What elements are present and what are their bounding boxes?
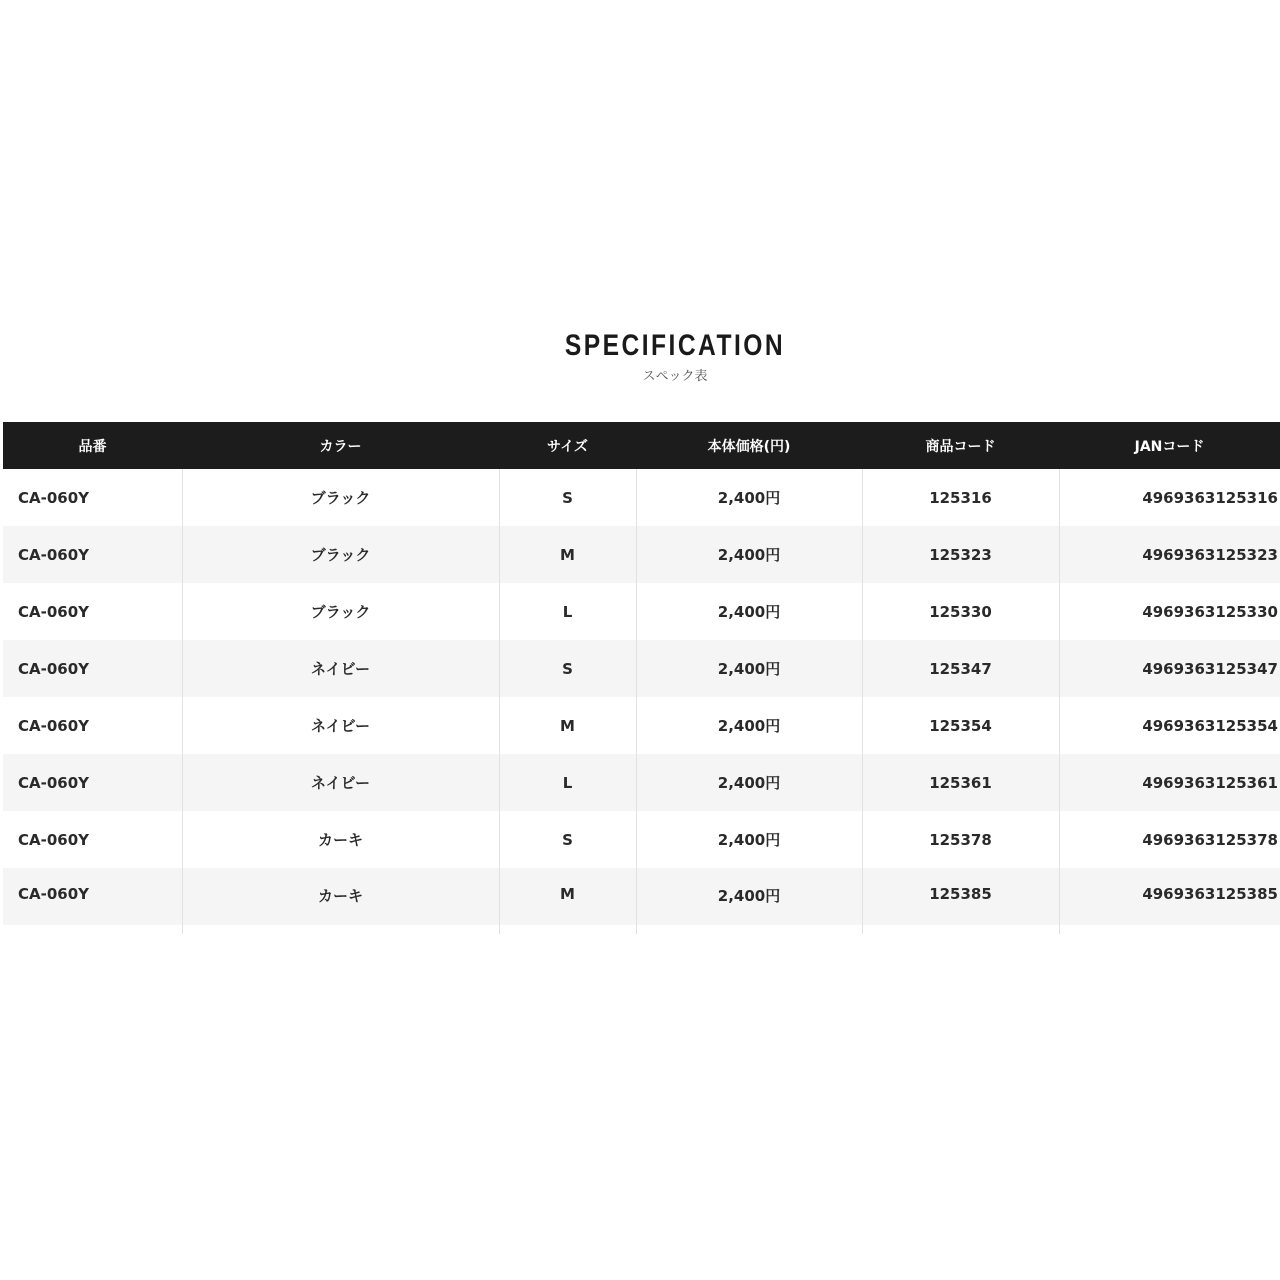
- cell-jan-code: 4969363125385: [1059, 868, 1280, 934]
- cell-color: ブラック: [182, 583, 499, 640]
- table-row: [3, 526, 1280, 583]
- cell-part-number: CA-060Y: [3, 526, 182, 583]
- column-header-size: サイズ: [499, 422, 636, 469]
- table-row: [3, 697, 1280, 754]
- cell-jan-code: 4969363125361: [1059, 754, 1280, 811]
- cell-jan-code: 4969363125378: [1059, 811, 1280, 868]
- cell-part-number: CA-060Y: [18, 488, 90, 507]
- cell-product-code: 125323: [862, 526, 1059, 583]
- cell-product-code: 125361: [862, 754, 1059, 811]
- cell-product-code: 125354: [862, 697, 1059, 754]
- cell-product-code: 125347: [862, 640, 1059, 697]
- cell-jan-code: 4969363125330: [1059, 583, 1280, 640]
- cell-size: L: [499, 583, 636, 640]
- spec-table-body: [3, 469, 1280, 934]
- cell-price: 2,400円: [636, 697, 862, 754]
- table-row: [3, 754, 1280, 811]
- column-header-color: カラー: [182, 422, 499, 469]
- cell-color: カーキ: [182, 868, 499, 934]
- cell-price: 2,400円: [636, 526, 862, 583]
- cell-product-code: 125330: [862, 583, 1059, 640]
- column-header-price: 本体価格(円): [636, 422, 862, 469]
- cell-jan-code: 4969363125347: [1059, 640, 1280, 697]
- cell-size: M: [499, 697, 636, 754]
- cell-color: ネイビー: [182, 754, 499, 811]
- cell-part-number: CA-060Y: [18, 602, 90, 621]
- cell-product-code: 125385: [862, 868, 1059, 934]
- cell-part-number: CA-060Y: [3, 754, 182, 811]
- column-header-product-code: 商品コード: [862, 422, 1059, 469]
- cell-price: 2,400円: [636, 640, 862, 697]
- spec-table-header: [3, 422, 1280, 469]
- cell-size: S: [499, 469, 636, 526]
- cell-color: カーキ: [182, 811, 499, 868]
- cell-color: ブラック: [182, 469, 499, 526]
- table-row: [3, 640, 1280, 697]
- table-row: [3, 868, 1280, 934]
- cell-part-number: CA-060Y: [18, 716, 90, 735]
- cell-price: 2,400円: [636, 583, 862, 640]
- cell-size: M: [499, 868, 636, 934]
- column-header-jan-code: JANコード: [1059, 422, 1280, 469]
- cell-size: L: [499, 754, 636, 811]
- cell-jan-code: 4969363125323: [1059, 526, 1280, 583]
- cell-size: M: [499, 526, 636, 583]
- column-header-part-number: 品番: [3, 422, 182, 469]
- cell-product-code: 125378: [862, 811, 1059, 868]
- table-row: [3, 811, 1280, 868]
- cell-price: 2,400円: [636, 811, 862, 868]
- cell-price: 2,400円: [636, 469, 862, 526]
- cell-part-number: CA-060Y: [3, 868, 182, 934]
- cell-part-number: CA-060Y: [18, 830, 90, 849]
- cell-product-code: 125316: [862, 469, 1059, 526]
- table-row: [3, 469, 1280, 526]
- cell-color: ネイビー: [182, 697, 499, 754]
- header-row: [3, 422, 1280, 469]
- cell-size: S: [499, 640, 636, 697]
- page-title: SPECIFICATION: [564, 329, 786, 362]
- cell-color: ネイビー: [182, 640, 499, 697]
- cell-color: ブラック: [182, 526, 499, 583]
- page-subtitle: スペック表: [642, 369, 708, 384]
- spec-heading: [0, 328, 1280, 386]
- cell-part-number: CA-060Y: [3, 640, 182, 697]
- cell-size: S: [499, 811, 636, 868]
- cell-jan-code: 4969363125316: [1059, 469, 1280, 526]
- cell-price: 2,400円: [636, 754, 862, 811]
- cell-jan-code: 4969363125354: [1059, 697, 1280, 754]
- spec-table: [3, 422, 1280, 934]
- cell-price: 2,400円: [636, 868, 862, 934]
- table-row: [3, 583, 1280, 640]
